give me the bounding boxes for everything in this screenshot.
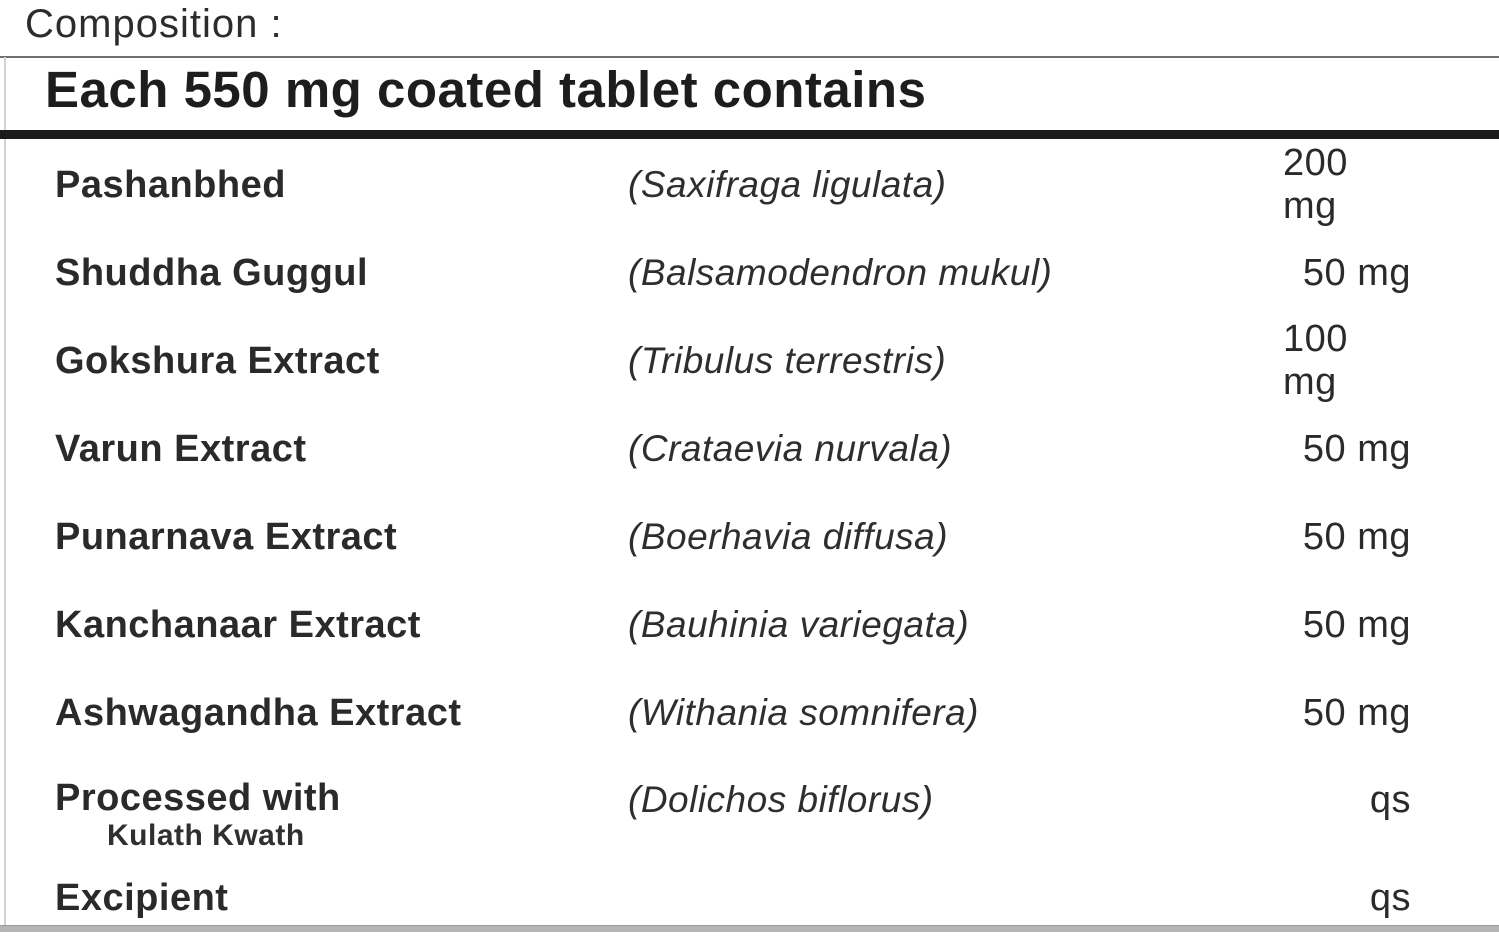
table-row	[0, 757, 1499, 867]
table-row	[0, 317, 1499, 405]
botanical-name: (Dolichos biflorus)	[628, 779, 934, 820]
ingredient-sub-name: Kulath Kwath	[107, 819, 305, 852]
ingredient-amount: qs	[1369, 779, 1411, 821]
botanical-name: (Saxifraga ligulata)	[628, 164, 947, 205]
table-row	[0, 229, 1499, 317]
botanical-name: (Withania somnifera)	[628, 692, 980, 733]
ingredient-name-group	[55, 779, 628, 851]
table-row	[0, 141, 1499, 229]
ingredient-name: Varun Extract	[55, 427, 307, 470]
ingredient-amount: 50 mg	[1302, 603, 1411, 646]
botanical-name: (Boerhavia diffusa)	[628, 516, 949, 557]
ingredient-name: Excipient	[55, 876, 229, 919]
table-row	[0, 669, 1499, 757]
ingredient-name: Ashwagandha Extract	[55, 691, 462, 734]
ingredient-name: Kanchanaar Extract	[55, 603, 421, 646]
botanical-name: (Crataevia nurvala)	[628, 428, 953, 469]
table-row	[0, 867, 1499, 929]
tablet-contents-header: Each 550 mg coated tablet contains	[45, 61, 927, 118]
botanical-name: (Balsamodendron mukul)	[628, 252, 1053, 293]
botanical-name: (Bauhinia variegata)	[628, 604, 970, 645]
botanical-name: (Tribulus terrestris)	[628, 340, 947, 381]
ingredient-amount: 50 mg	[1302, 691, 1411, 734]
ingredient-amount: 50 mg	[1302, 515, 1411, 558]
bottom-border-line	[0, 925, 1499, 932]
table-row	[0, 581, 1499, 669]
top-divider-line	[0, 56, 1499, 58]
ingredient-name: Processed with	[55, 777, 341, 819]
ingredient-name: Punarnava Extract	[55, 515, 398, 558]
table-row	[0, 405, 1499, 493]
ingredient-name: Gokshura Extract	[55, 339, 380, 382]
ingredient-amount: 50 mg	[1302, 251, 1411, 294]
ingredient-amount: 100 mg	[1283, 318, 1348, 403]
composition-section-title: Composition :	[25, 2, 283, 46]
ingredient-amount: qs	[1369, 876, 1411, 919]
ingredient-amount: 200 mg	[1283, 142, 1348, 227]
ingredient-name: Shuddha Guggul	[55, 251, 369, 294]
table-row	[0, 493, 1499, 581]
header-divider-line	[0, 130, 1499, 139]
ingredient-table	[0, 141, 1499, 929]
ingredient-name: Pashanbhed	[55, 163, 286, 206]
ingredient-amount: 50 mg	[1302, 427, 1411, 470]
